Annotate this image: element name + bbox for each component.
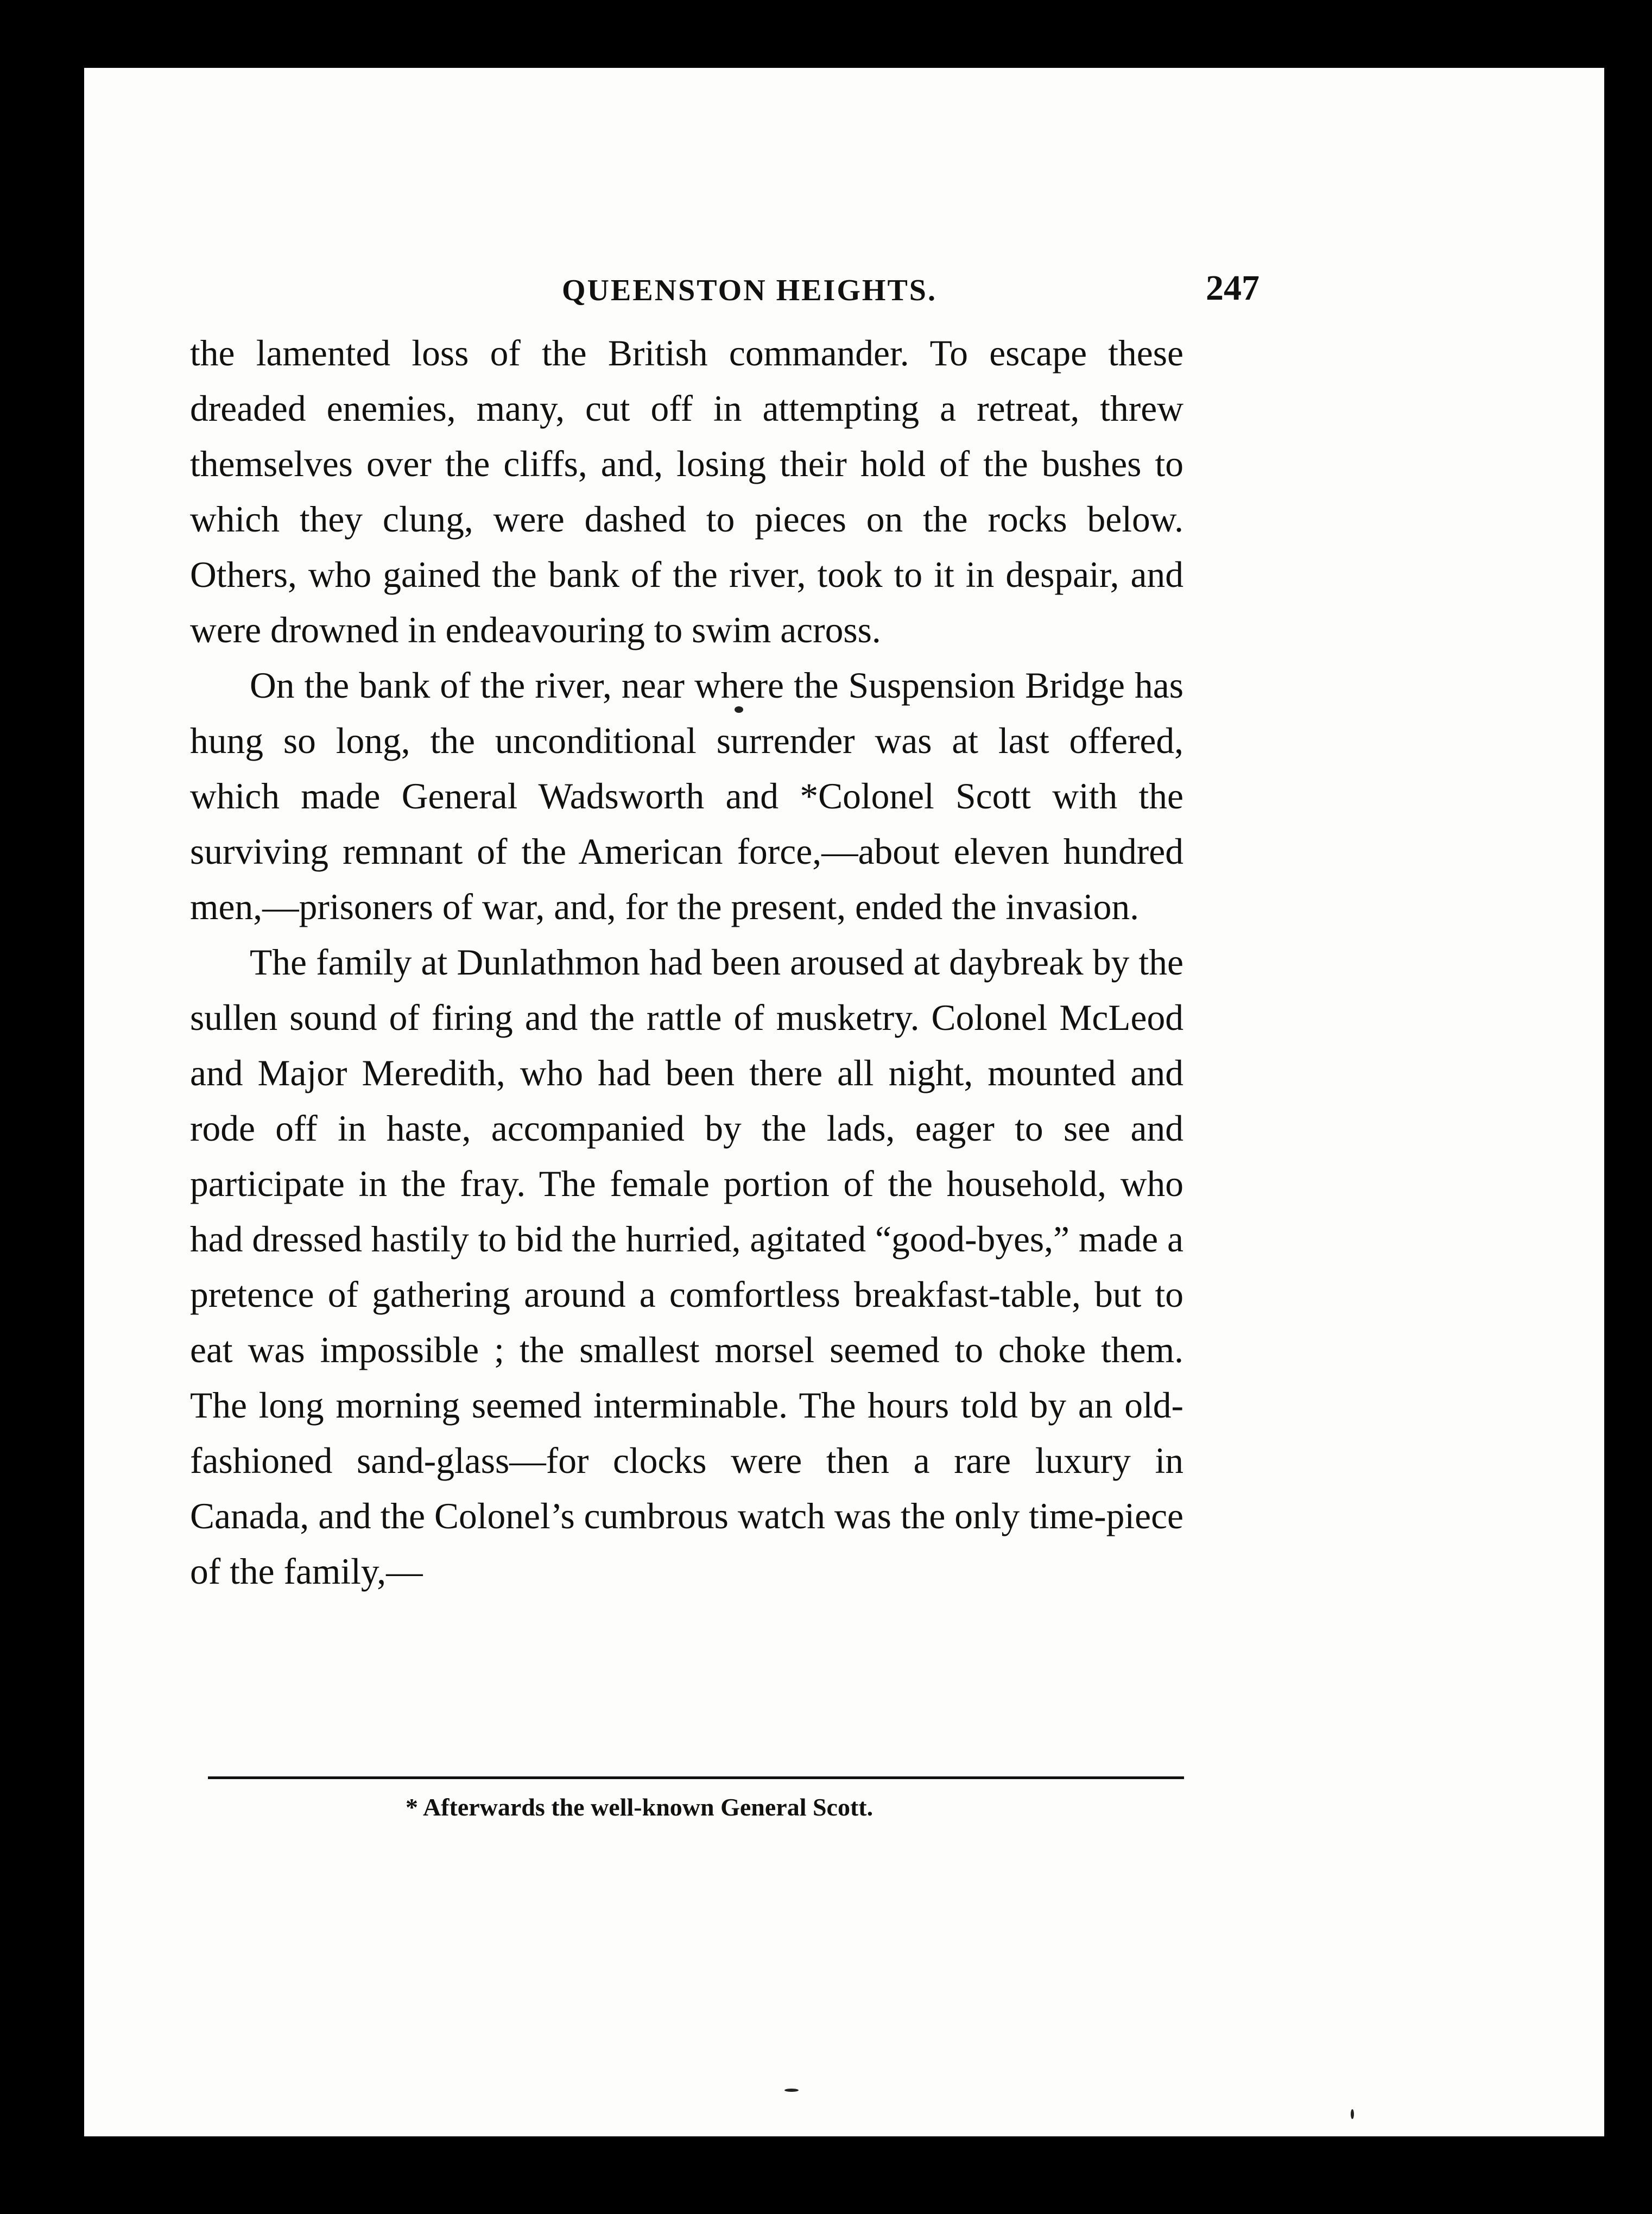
ink-speck xyxy=(784,2089,799,2092)
paragraph-1: the lamented loss of the British commander. To escape these dreaded enemies, many, cut off in attempting a retreat, threw themselves over the cliffs, and, losing their hold of the bushes to which they clung, were dashed to pieces on the rocks below. Others, who gained the bank of the river, took to it in despair, and were drowned in endeavouring to swim across. xyxy=(190,333,1183,650)
ink-speck xyxy=(735,706,743,713)
paragraph-2: On the bank of the river, near where the Suspension Bridge has hung so long, the unconditional surrender was at last offered, which made General Wadsworth and *Colonel Scott with the surviving remnant of the American force,—about eleven hundred men,—prisoners of war, and, for the present, ended the invasion. xyxy=(190,665,1183,927)
footnote-rule xyxy=(208,1776,1184,1779)
page-header xyxy=(274,263,1268,318)
footnote: * Afterwards the well-known General Scott. xyxy=(406,1793,874,1821)
paragraph-3: The family at Dunlathmon had been aroused at daybreak by the sullen sound of firing and the rattle of musketry. Colonel McLeod and Major Meredith, who had been there all night, mounted and rode off in haste, accompanied by the lads, eager to see and participate in the fray. The female portion of the household, who had dressed hastily to bid the hurried, agitated “good-byes,” made a pretence of gathering around a comfortless breakfast-table, but to eat was impossible ; the smallest morsel seemed to choke them. The long morning seemed interminable. The hours told by an old-fashioned sand-glass—for clocks were then a rare luxury in Canada, and the Colonel’s cumbrous watch was the only time-piece of the family,— xyxy=(190,942,1183,1592)
book-page xyxy=(84,68,1604,2136)
page-number: 247 xyxy=(1206,268,1259,308)
ink-speck xyxy=(1351,2109,1354,2119)
body-text xyxy=(190,326,1183,1599)
running-head: QUEENSTON HEIGHTS. xyxy=(562,274,937,307)
